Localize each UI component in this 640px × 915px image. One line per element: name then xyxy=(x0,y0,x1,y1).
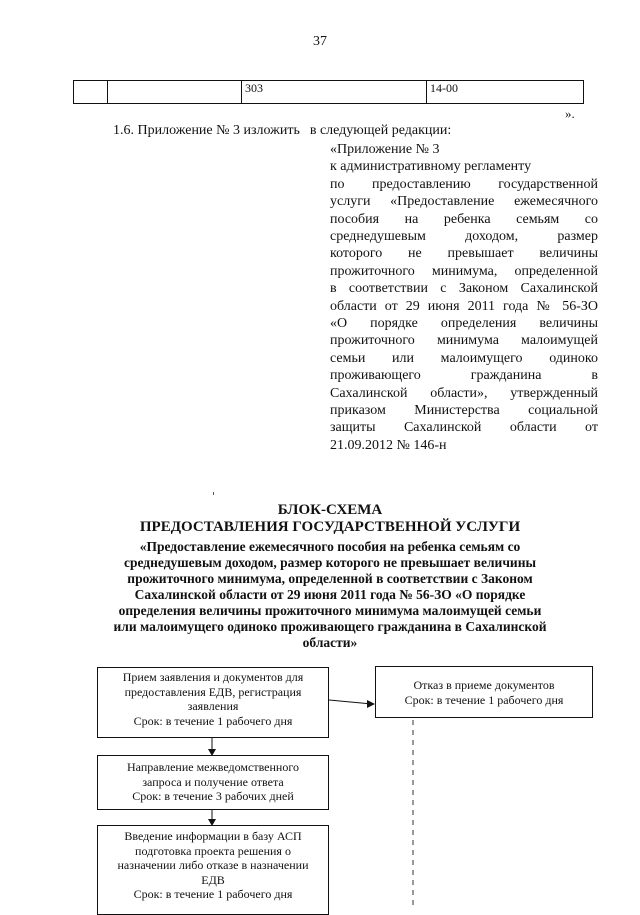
scheme-service-line: среднедушевым доходом, размер которого не превышает величины xyxy=(123,555,537,570)
scheme-service-line: «Предоставление ежемесячного пособия на ребенка семьям со xyxy=(139,539,521,554)
scheme-service-line: Сахалинской области от 29 июня 2011 года № 56-ЗО «О порядке xyxy=(134,587,526,602)
appendix-line: которого не превышает величины xyxy=(330,246,598,262)
page-number: 37 xyxy=(313,34,327,49)
appendix-line: прожиточного минимума, определенной xyxy=(330,263,598,279)
flow-box-text: Срок: в течение 1 рабочего дня xyxy=(133,887,293,901)
item-text-continued: в следующей редакции: xyxy=(309,123,452,138)
flow-box-reception xyxy=(97,667,329,738)
flow-box-text: предоставления ЕДВ, регистрация xyxy=(124,684,302,699)
flow-box-text: Отказ в приеме документов xyxy=(413,678,555,692)
appendix-line: семьи или малоимущего одиноко xyxy=(330,350,598,366)
flow-box-text: Срок: в течение 1 рабочего дня xyxy=(404,692,564,707)
appendix-line: к административному регламенту xyxy=(330,159,532,175)
flow-box-text: Прием заявления и документов для xyxy=(122,670,304,684)
appendix-line: «О порядке определения величины xyxy=(330,315,598,331)
appendix-line: области от 29 июня 2011 года № 56-ЗО xyxy=(330,298,598,314)
item-text: 1.6. Приложение № 3 изложить xyxy=(113,123,300,138)
scheme-service-line: или малоимущего одиноко проживающего гражданина в Сахалинской xyxy=(113,619,547,634)
appendix-line: проживающего гражданина в xyxy=(330,368,598,384)
appendix-line: защиты Сахалинской области от xyxy=(330,420,598,436)
flow-box-text: Срок: в течение 1 рабочего дня xyxy=(133,713,293,728)
appendix-line: по предоставлению государственной xyxy=(330,176,598,192)
table-cell: 303 xyxy=(242,81,427,104)
appendix-line: в соответствии с Законом Сахалинской xyxy=(330,281,598,297)
scheme-title: БЛОК-СХЕМА xyxy=(277,502,383,518)
appendix-line: Сахалинской области», утвержденный xyxy=(330,385,598,401)
flow-box-text: запроса и получение ответа xyxy=(142,774,284,789)
flow-box-text: подготовка проекта решения о xyxy=(135,843,291,858)
arrow-head xyxy=(367,700,375,708)
appendix-line: «Приложение № 3 xyxy=(330,142,440,157)
flow-box-text: Направление межведомственного xyxy=(127,760,299,774)
table-cell: 14-00 xyxy=(427,81,584,104)
appendix-line: пособия на ребенка семьям со xyxy=(330,211,598,227)
scheme-title: ПРЕДОСТАВЛЕНИЯ ГОСУДАРСТВЕННОЙ УСЛУГИ xyxy=(139,519,521,535)
appendix-line: среднедушевым доходом, размер xyxy=(330,228,598,244)
scheme-service-line: прожиточного минимума, определенной в соответствии с Законом xyxy=(127,571,533,586)
scheme-service-line: области» xyxy=(302,635,358,650)
flow-box-text: Введение информации в базу АСП xyxy=(124,829,302,843)
appendix-line: 21.09.2012 № 146-н xyxy=(330,437,447,453)
appendix-line: приказом Министерства социальной xyxy=(330,402,598,418)
closing-quote: ». xyxy=(565,106,575,121)
flow-box-interagency-request xyxy=(97,755,329,810)
flow-box-text: заявления xyxy=(187,699,239,713)
flow-box-data-entry xyxy=(97,825,329,915)
flow-box-refusal xyxy=(375,666,593,718)
appendix-line: прожиточного минимума малоимущей xyxy=(330,333,598,349)
appendix-line: услуги «Предоставление ежемесячного xyxy=(330,194,598,210)
flow-box-text: Срок: в течение 3 рабочих дней xyxy=(132,789,294,803)
flow-box-text: ЕДВ xyxy=(201,872,225,887)
flow-box-text: назначении либо отказе в назначении xyxy=(117,858,309,872)
connector-line xyxy=(329,700,372,704)
scheme-service-line: определения величины прожиточного минимума малоимущей семьи xyxy=(118,603,542,618)
